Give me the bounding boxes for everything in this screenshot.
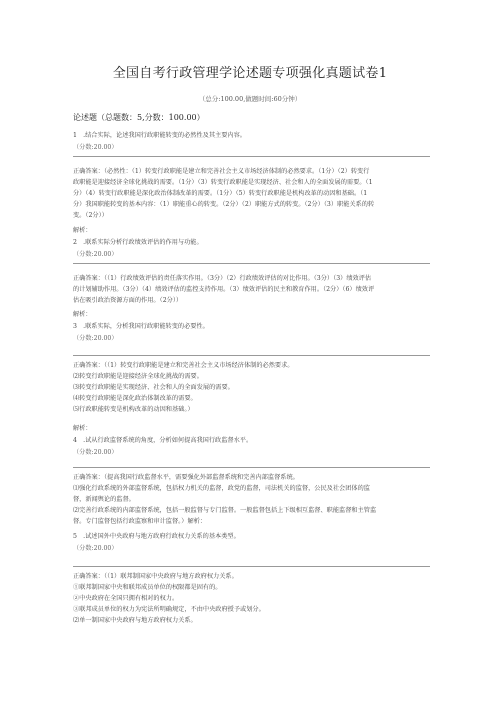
exam-meta: （总分:100.00,做题时间:60分钟） bbox=[198, 95, 302, 103]
question-5: 5 .试述国外中央政府与地方政府行政权力关系的基本类型。 bbox=[73, 533, 240, 540]
answer-line: 估在吸引政治资源方面的作用。（2分）） bbox=[73, 297, 183, 304]
answer-line: 督。专门监督包括行政监察和审计监督。）解析： bbox=[73, 518, 207, 525]
answer-line: ⑶转变行政职能是实现经济、社会和人的全面发展的需要。 bbox=[73, 384, 234, 391]
divider bbox=[73, 467, 430, 468]
answer-line: 分）（4）转变行政职能是深化政治体制改革的需要。（1分）（5）转变行政职能是机构改革的动因和基础。（1 bbox=[73, 190, 368, 197]
answer-5 bbox=[73, 571, 430, 626]
analysis-label: 解析： bbox=[73, 425, 92, 432]
question-2: 2 .联系实际分析行政绩效评估的作用与功能。 bbox=[73, 239, 203, 246]
answer-1 bbox=[73, 166, 430, 221]
answer-line: ⑵完善行政系统的内部监督系统，包括一般监督与专门监督。一般监督包括上下级相互监督、职能监督和主管监 bbox=[73, 507, 377, 514]
answer-line: ⑷转变行政职能是深化政治体制改革的需要。 bbox=[73, 395, 197, 402]
answer-line: 正确答案：（（1）联邦制国家中央政府与地方政府权力关系。 bbox=[73, 573, 238, 580]
question-1: 1 .结合实际，论述我国行政职能转变的必然性及其主要内容。 bbox=[73, 132, 246, 139]
answer-2 bbox=[73, 273, 430, 306]
divider bbox=[73, 263, 430, 264]
question-2-score: （分数:20.00） bbox=[73, 251, 118, 258]
document-title: 全国自考行政管理学论述题专项强化真题试卷1 bbox=[112, 66, 388, 81]
answer-line: 的计划辅助作用。（3分）（4）绩效评估的监控支持作用。（3）绩效评估的民主和教育作用。（2分）（6）绩效评 bbox=[73, 286, 375, 293]
question-1-score: （分数:20.00） bbox=[73, 144, 118, 151]
answer-line: ⑵转变行政职能是迎接经济全球化挑战的需要。 bbox=[73, 373, 203, 380]
question-4-score: （分数:20.00） bbox=[73, 449, 118, 456]
question-3: 3 .联系实际，分析我国行政职能转变的必要性。 bbox=[73, 323, 209, 330]
divider bbox=[73, 355, 430, 356]
answer-line: 正确答案：（提高我国行政监督水平，需要强化外部监督系统和完善内部监督系统。 bbox=[73, 474, 299, 481]
answer-line: 督，新闻舆论的监督。 bbox=[73, 496, 135, 503]
answer-line: ③联邦成员单位的权力为宪法所明确规定，不由中央政府授予或划分。 bbox=[73, 606, 265, 613]
answer-line: ⑸行政职能转变是机构改革的动因和基础。） bbox=[73, 406, 194, 413]
answer-line: ②中央政府在全国只拥有相对的权力。 bbox=[73, 595, 179, 602]
answer-line: ①联邦制国家中央和联邦成员单位的权限都是固有的。 bbox=[73, 584, 222, 591]
answer-3 bbox=[73, 360, 430, 415]
divider bbox=[73, 156, 430, 157]
section-heading: 论述题（总题数：5,分数：100.00） bbox=[73, 113, 205, 122]
answer-line: 正确答案：（必然性：（1）转变行政职能是建立和完善社会主义市场经济体制的必然要求。（1分）（2）转变行 bbox=[73, 168, 370, 175]
answer-line: 分）我国职能转变的基本内容：（1）职能重心的转变。（2分）（2）职能方式的转变。（2分）（3）职能关系的转 bbox=[73, 201, 375, 208]
answer-line: 变。（2分）） bbox=[73, 212, 108, 219]
answer-line: 正确答案：（（1）行政绩效评估的责任落实作用。（3分）（2）行政绩效评估的对比作用。（3分）（3）绩效评估 bbox=[73, 275, 372, 282]
answer-line: 政职能是迎接经济全球化挑战的需要。（1分）（3）转变行政职能是实现经济、社会和人的全面发展的需要。（1 bbox=[73, 179, 373, 186]
question-3-score: （分数:20.00） bbox=[73, 335, 118, 342]
question-4: 4 .试从行政监督系统的角度，分析如何提高我国行政监督水平。 bbox=[73, 437, 253, 444]
answer-line: ⑵单一制国家中央政府与地方政府权力关系。 bbox=[73, 617, 197, 624]
divider bbox=[73, 566, 430, 567]
analysis-label: 解析： bbox=[73, 227, 92, 234]
analysis-label: 解析： bbox=[73, 311, 92, 318]
answer-line: ⑴强化行政系统的外部监督系统，包括权力机关的监督，政党的监督，司法机关的监督，公民及社会团体的监 bbox=[73, 485, 370, 492]
question-5-score: （分数:20.00） bbox=[73, 545, 118, 552]
answer-line: 正确答案：（（1）转变行政职能是建立和完善社会主义市场经济体制的必然要求。 bbox=[73, 362, 294, 369]
answer-4 bbox=[73, 472, 430, 527]
